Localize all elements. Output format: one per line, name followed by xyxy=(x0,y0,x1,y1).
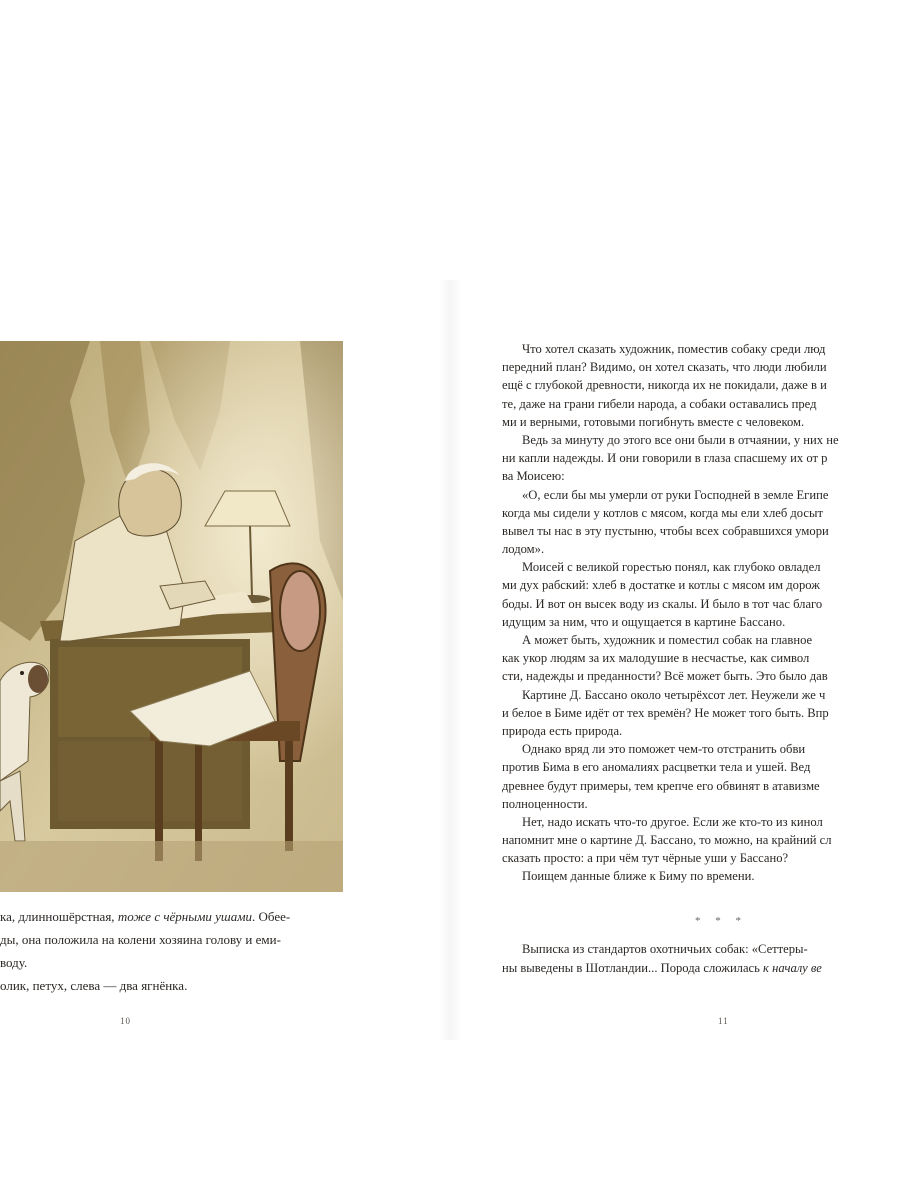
text-line: Поищем данные ближе к Биму по времени. xyxy=(522,869,755,884)
text-line: лодом». xyxy=(502,542,545,557)
body-text xyxy=(502,340,900,886)
text-line: ни капли надежды. И они говорили в глаза спасшему их от р xyxy=(502,451,828,466)
text-line: те, даже на грани гибели народа, а собаки оставались пред xyxy=(502,396,817,411)
text-line: вывел ты нас в эту пустыню, чтобы всех собравшихся умори xyxy=(502,523,829,538)
illustration-drawing xyxy=(0,341,343,892)
text-line: и белое в Биме идёт от тех времён? Не может того быть. Впр xyxy=(502,705,829,720)
text-line: природа есть природа. xyxy=(502,723,623,738)
text-line: идущим за ним, что и ощущается в картине Бассано. xyxy=(502,614,786,629)
text-line: ва Моисею: xyxy=(502,469,565,484)
page-number-right: 11 xyxy=(718,1016,729,1026)
text-line: сказать просто: а при чём тут чёрные уши у Бассано? xyxy=(502,851,789,866)
illustration-man-at-desk-with-dog xyxy=(0,341,343,892)
text-line: сти, надежды и преданности? Всё может быть. Это было дав xyxy=(502,669,828,684)
text-line: ми и верными, готовыми погибнуть вместе с человеком. xyxy=(502,414,805,429)
text-line: А может быть, художник и поместил собак на главное xyxy=(522,633,813,647)
text-line: ми дух рабский: хлеб в достатке и котлы с мясом им дорож xyxy=(502,578,820,593)
text-line: «О, если бы мы умерли от руки Господней в земле Египе xyxy=(522,487,829,502)
text-line: против Бима в его аномалиях расцветки тела и ушей. Вед xyxy=(502,760,811,775)
caption-line: ка, длинношёрстная, тоже с чёрными ушами. Обее- xyxy=(0,909,291,924)
extract-line: Выписка из стандартов охотничьих собак: «Сеттеры- xyxy=(522,942,808,956)
text-line: древнее будут примеры, тем крепче его обвинят в атавизме xyxy=(502,778,820,793)
text-line: Нет, надо искать что-то другое. Если же кто-то из кинол xyxy=(522,814,823,829)
caption-line: ды, она положила на колени хозяина голову и еми- xyxy=(0,932,281,947)
extract-line: ны выведены в Шотландии... Порода сложилась к началу ве xyxy=(502,961,822,975)
section-separator: * * * xyxy=(695,915,747,927)
text-line: Ведь за минуту до этого все они были в отчаянии, у них не xyxy=(522,432,839,447)
right-page xyxy=(450,0,900,1200)
text-line: Что хотел сказать художник, поместив собаку среди люд xyxy=(522,342,826,356)
caption-line: олик, петух, слева — два ягнёнка. xyxy=(0,978,188,993)
page-number-left: 10 xyxy=(120,1016,131,1026)
text-line: полноценности. xyxy=(502,796,588,811)
text-line: боды. И вот он высек воду из скалы. И было в тот час благо xyxy=(502,596,823,611)
text-line: Однако вряд ли это поможет чем-то отстранить обви xyxy=(522,742,806,757)
caption-line: воду. xyxy=(0,955,28,970)
text-line: как укор людям за их малодушие в несчастье, как символ xyxy=(502,651,810,666)
standards-extract xyxy=(502,940,900,978)
text-line: когда мы сидели у котлов с мясом, когда мы ели хлеб досыт xyxy=(502,505,823,520)
text-line: Картине Д. Бассано около четырёхсот лет. Неужели же ч xyxy=(522,687,826,702)
text-line: ещё с глубокой древности, никогда их не покидали, даже в и xyxy=(502,378,827,393)
text-line: напомнит мне о картине Д. Бассано, то можно, на крайний сл xyxy=(502,833,832,848)
text-line: Моисей с великой горестью понял, как глубоко овладел xyxy=(522,560,821,575)
text-line: передний план? Видимо, он хотел сказать, что люди любили xyxy=(502,360,827,375)
illustration-caption xyxy=(0,905,345,997)
